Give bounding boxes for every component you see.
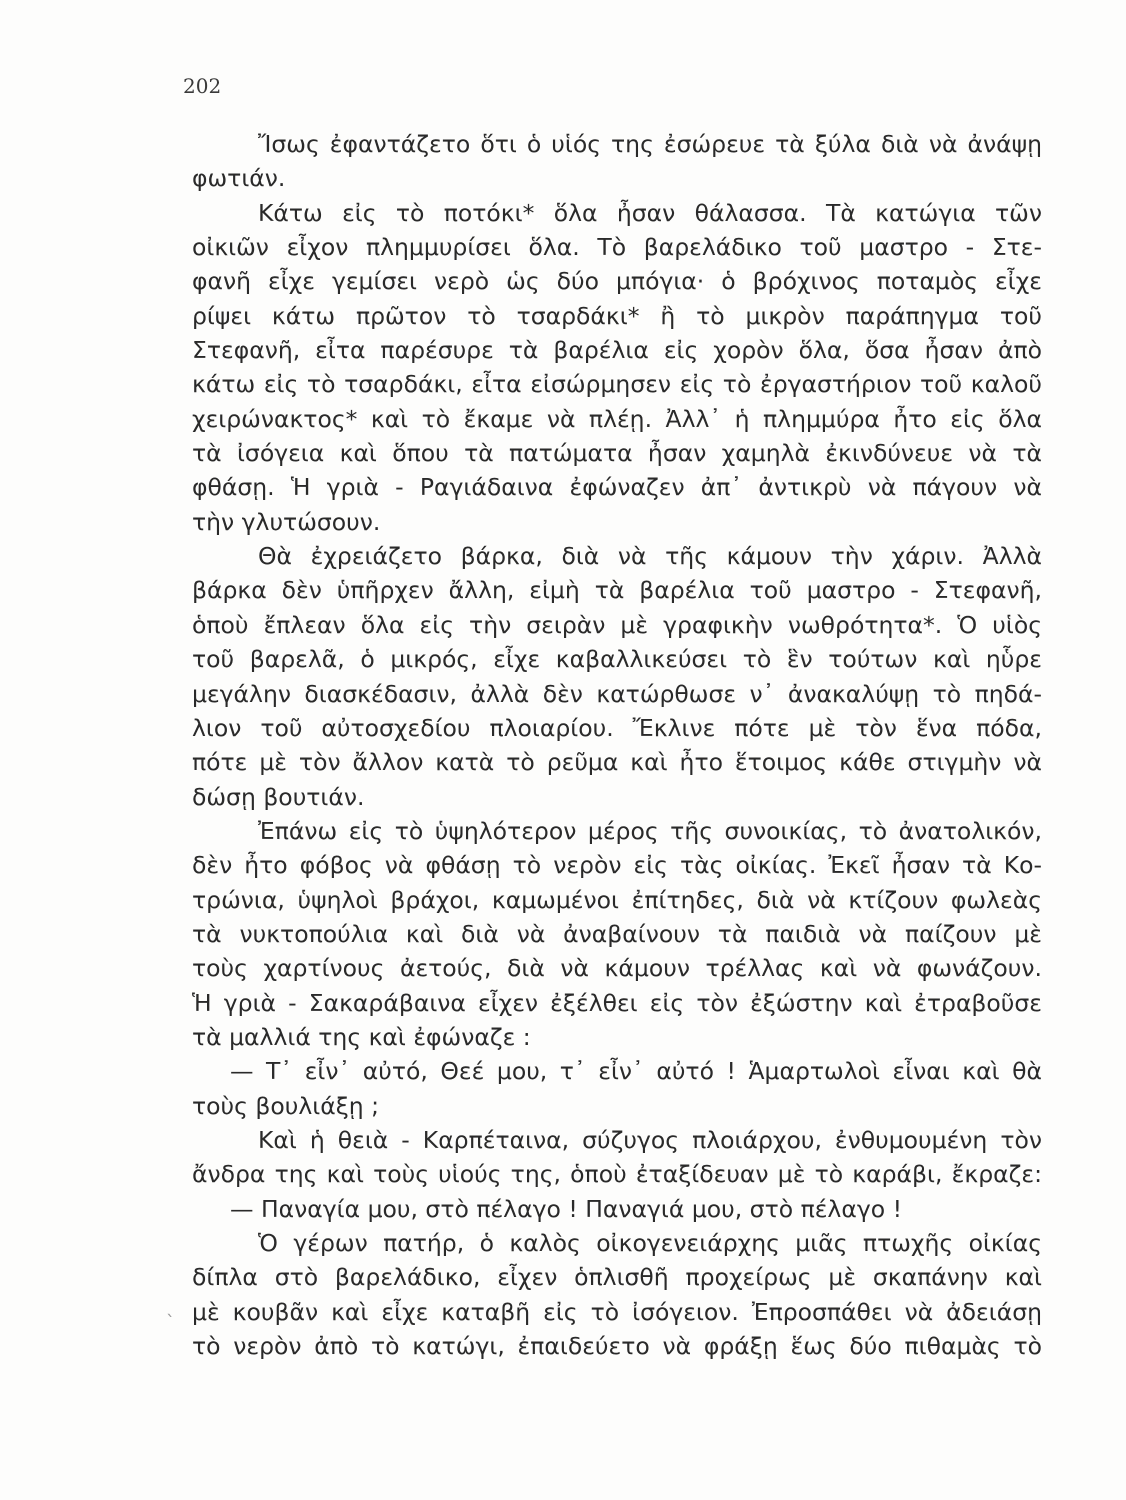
text-line: χειρώνακτος* καὶ τὸ ἔκαμε νὰ πλέῃ. Ἀλλ᾽ ἡ πλημμύρα ἦτο εἰς ὅλα — [192, 404, 1042, 433]
text-line: τὰ νυκτοπούλια καὶ διὰ νὰ ἀναβαίνουν τὰ παιδιὰ νὰ παίζουν μὲ — [192, 919, 1042, 948]
text-line: μὲ κουβᾶν καὶ εἶχε καταβῆ εἰς τὸ ἰσόγειον. Ἐπροσπάθει νὰ ἀδειάσῃ — [192, 1297, 1042, 1326]
text-line: κάτω εἰς τὸ τσαρδάκι, εἶτα εἰσώρμησεν εἰς τὸ ἐργαστήριον τοῦ καλοῦ — [192, 370, 1042, 399]
text-line: τοῦ βαρελᾶ, ὁ μικρός, εἶχε καβαλλικεύσει τὸ ἓν τούτων καὶ ηὗρε — [192, 645, 1042, 674]
text-line: — Τ᾽ εἶν᾽ αὐτό, Θεέ μου, τ᾽ εἶν᾽ αὐτό ! Ἁμαρτωλοὶ εἶναι καὶ θὰ — [230, 1057, 1042, 1086]
text-line: Ἴσως ἐφαντάζετο ὅτι ὁ υἱός της ἐσώρευε τὰ ξύλα διὰ νὰ ἀνάψῃ — [258, 130, 1042, 158]
text-line: τὰ ἰσόγεια καὶ ὅπου τὰ πατώματα ἦσαν χαμηλὰ ἐκινδύνευε νὰ τὰ — [192, 439, 1042, 468]
text-line: Κάτω εἰς τὸ ποτόκι* ὅλα ἦσαν θάλασσα. Τὰ κατώγια τῶν — [258, 198, 1042, 227]
text-line: βάρκα δὲν ὑπῆρχεν ἄλλη, εἰμὴ τὰ βαρέλια τοῦ μαστρο - Στεφανῆ, — [192, 576, 1042, 605]
text-line: πότε μὲ τὸν ἄλλον κατὰ τὸ ρεῦμα καὶ ἦτο ἕτοιμος κάθε στιγμὴν νὰ — [192, 748, 1042, 777]
text-line: ὁποὺ ἔπλεαν ὅλα εἰς τὴν σειρὰν μὲ γραφικὴν νωθρότητα*. Ὁ υἱὸς — [192, 610, 1042, 639]
text-line: τὸ νερὸν ἀπὸ τὸ κατώγι, ἐπαιδεύετο νὰ φράξῃ ἕως δύο πιθαμὰς τὸ — [192, 1332, 1042, 1361]
text-line: φανῆ εἶχε γεμίσει νερὸ ὡς δύο μπόγια· ὁ βρόχινος ποταμὸς εἶχε — [192, 267, 1042, 296]
stray-mark: ˋ — [166, 1312, 175, 1333]
text-line: φωτιάν. — [192, 164, 286, 193]
text-line: Ὁ γέρων πατήρ, ὁ καλὸς οἰκογενειάρχης μιᾶς πτωχῆς οἰκίας — [258, 1229, 1042, 1257]
text-line: ρίψει κάτω πρῶτον τὸ τσαρδάκι* ἢ τὸ μικρὸν παράπηγμα τοῦ — [192, 301, 1042, 330]
text-line: μεγάλην διασκέδασιν, ἀλλὰ δὲν κατώρθωσε ν᾽ ἀνακαλύψῃ τὸ πηδά- — [192, 679, 1042, 708]
text-line: δὲν ἦτο φόβος νὰ φθάσῃ τὸ νερὸν εἰς τὰς οἰκίας. Ἐκεῖ ἦσαν τὰ Κο- — [192, 851, 1042, 880]
text-line: τὰ μαλλιά της καὶ ἐφώναζε : — [192, 1022, 531, 1051]
text-line: Ἡ γριὰ - Σακαράβαινα εἶχεν ἐξέλθει εἰς τὸν ἐξώστην καὶ ἐτραβοῦσε — [192, 988, 1042, 1017]
text-line: δώσῃ βουτιάν. — [192, 782, 365, 811]
text-line: λιον τοῦ αὐτοσχεδίου πλοιαρίου. Ἔκλινε πότε μὲ τὸν ἕνα πόδα, — [192, 713, 1042, 742]
text-line: τοὺς βουλιάξῃ ; — [192, 1091, 380, 1120]
body-text — [192, 127, 1042, 1363]
text-line: τὴν γλυτώσουν. — [192, 507, 381, 536]
text-line: φθάσῃ. Ἡ γριὰ - Ραγιάδαινα ἐφώναζεν ἀπ᾽ ἀντικρὺ νὰ πάγουν νὰ — [192, 473, 1042, 502]
text-line: Ἐπάνω εἰς τὸ ὑψηλότερον μέρος τῆς συνοικίας, τὸ ἀνατολικόν, — [258, 816, 1042, 845]
text-line: τοὺς χαρτίνους ἀετούς, διὰ νὰ κάμουν τρέλλας καὶ νὰ φωνάζουν. — [192, 954, 1042, 983]
text-line: τρώνια, ὑψηλοὶ βράχοι, καμωμένοι ἐπίτηδες, διὰ νὰ κτίζουν φωλεὰς — [192, 885, 1042, 914]
text-line: Στεφανῆ, εἶτα παρέσυρε τὰ βαρέλια εἰς χορὸν ὅλα, ὅσα ἦσαν ἀπὸ — [192, 336, 1042, 365]
text-line: Θὰ ἐχρειάζετο βάρκα, διὰ νὰ τῆς κάμουν τὴν χάριν. Ἀλλὰ — [258, 542, 1042, 571]
text-line: οἰκιῶν εἶχον πλημμυρίσει ὅλα. Τὸ βαρελάδικο τοῦ μαστρο - Στε- — [192, 233, 1042, 262]
text-line: — Παναγία μου, στὸ πέλαγο ! Παναγιά μου, στὸ πέλαγο ! — [230, 1194, 902, 1223]
text-line: Καὶ ἡ θειὰ - Καρπέταινα, σύζυγος πλοιάρχου, ἐνθυμουμένη τὸν — [258, 1125, 1042, 1154]
page-number: 202 — [183, 74, 222, 98]
text-line: ἄνδρα της καὶ τοὺς υἱούς της, ὁποὺ ἐταξίδευαν μὲ τὸ καράβι, ἔκραζε: — [192, 1160, 1042, 1189]
text-line: δίπλα στὸ βαρελάδικο, εἶχεν ὁπλισθῆ προχείρως μὲ σκαπάνην καὶ — [192, 1263, 1042, 1292]
